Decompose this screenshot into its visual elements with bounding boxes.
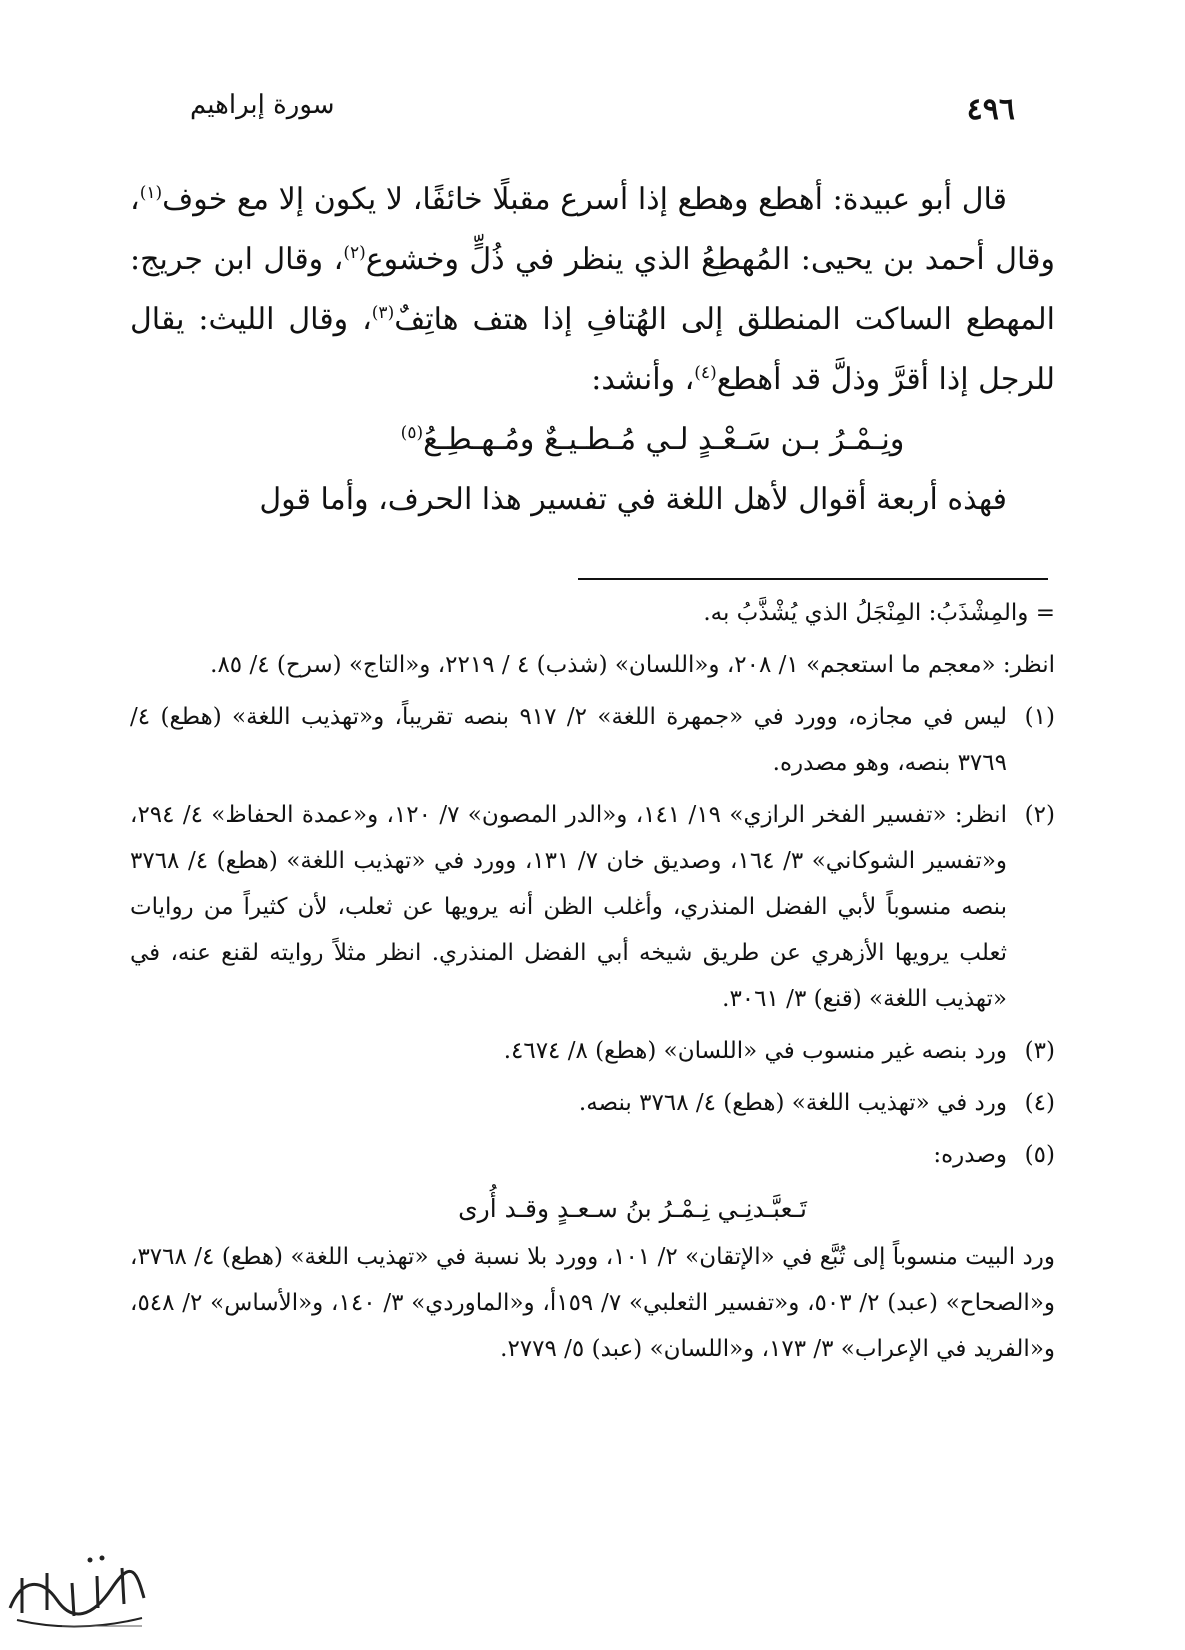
footnote [130,792,1055,1022]
main-paragraph [130,170,1055,410]
footnote [130,1132,1055,1178]
footnote-text: وصدره: [933,1142,1007,1168]
footnote-text: ليس في مجازه، وورد في «جمهرة اللغة» ٢/ ٩١٧ بنصه تقريباً، و«تهذيب اللغة» (هطع) ٤/ ٣٧٦٩ بنصه، وهو مصدره. [130,704,1008,776]
main-paragraph [130,470,1055,530]
footnote-text: = والمِشْذَبُ: المِنْجَلُ الذي يُشْذَّبُ به. [703,600,1055,626]
footnote-ref[interactable]: (٢) [343,243,366,263]
footnote-number: (٤) [1024,1090,1055,1116]
running-head [150,80,1035,130]
footnote-ref[interactable]: (٤) [694,363,717,383]
footnote [130,1028,1055,1074]
footnote [130,1080,1055,1126]
footnote-continuation [130,590,1055,636]
footnote-number: (٥) [1024,1142,1055,1168]
text-run: ، وقال أحمد بن يحيى: المُهطِعُ الذي ينظر في ذُلٍّ وخشوع [130,182,1055,277]
footnote [130,694,1055,786]
poetry-verse [130,410,1055,470]
text-run: قال أبو عبيدة: أهطع وهطع إذا أسرع مقبلًا خائفًا، لا يكون إلا مع خوف [162,182,1007,217]
page-number: ٤٩٦ [966,92,1015,127]
footnote-text: انظر: «معجم ما استعجم» ١/ ٢٠٨، و«اللسان» (شذب) ٤ / ٢٢١٩، و«التاج» (سرح) ٤/ ٨٥. [210,652,1055,678]
text-run: ، وقال الليث: يقال للرجل إذا أقرَّ وذلَّ قد أهطع [130,302,1055,397]
text-run: فهذه أربعة أقوال لأهل اللغة في تفسير هذا الحرف، وأما قول [259,482,1007,517]
verse-text: ونِـمْـرُ بـن سَـعْـدٍ لـي مُـطـيـعٌ ومُـهـطِـعُ [423,422,905,457]
footnote-number: (١) [1024,704,1055,730]
text-run: ، وأنشد: [591,362,695,397]
footnote-continuation [130,642,1055,688]
text-run: ، وقال ابن جريج: المهطع الساكت المنطلق إلى الهُتافِ إذا هتف هاتِفٌ [130,242,1055,337]
chapter-title: سورة إبراهيم [190,90,335,120]
footnote-ref[interactable]: (٥) [400,423,424,443]
footnote-ref[interactable]: (١) [139,183,163,203]
footnote-text: انظر: «تفسير الفخر الرازي» ١٩/ ١٤١، و«الدر المصون» ٧/ ١٢٠، و«عمدة الحفاظ» ٤/ ٢٩٤، و«تفسير الشوكاني» ٣/ ١٦٤، وصديق خان ٧/ ١٣١، وورد في «تهذيب اللغة» (هطع) ٤/ ٣٧٦٨ بنصه منسوباً لأبي الفضل المنذري، وأغلب الظن أنه يرويها عن ثعلب، لأن كثيراً من روايات ثعلب يرويها الأزهري عن طريق شيخه أبي الفضل المنذري. انظر مثلاً روايته لقنع عنه، في «تهذيب اللغة» (قنع) ٣/ ٣٠٦١. [130,802,1008,1012]
footnote-text: ورد البيت منسوباً إلى تُبَّع في «الإتقان» ٢/ ١٠١، وورد بلا نسبة في «تهذيب اللغة» (هطع) ٤/ ٣٧٦٨، و«الصحاح» (عبد) ٢/ ٥٠٣، و«تفسير الثعلبي» ٧/ ١٥٩أ، و«الماوردي» ٣/ ١٤٠، و«الأساس» ٢/ ٥٤٨، و«الفريد في الإعراب» ٣/ ١٧٣، و«اللسان» (عبد) ٥/ ٢٧٧٩. [130,1244,1056,1362]
footnote-ref[interactable]: (٣) [371,303,395,323]
footnote-number: (٣) [1024,1038,1055,1064]
footnote-separator [578,578,1048,580]
footnote-text: ورد في «تهذيب اللغة» (هطع) ٤/ ٣٧٦٨ بنصه. [578,1090,1007,1116]
publisher-logo [2,1538,152,1638]
footnotes [130,590,1055,1372]
footnote-text: ورد بنصه غير منسوب في «اللسان» (هطع) ٨/ ٤٦٧٤. [503,1038,1007,1064]
footnote-number: (٢) [1024,802,1055,828]
footnote-verse: تَـعبَّـدنِـي نِـمْـرُ بنُ سـعـدٍ وقـد أُرى [458,1194,807,1223]
main-text [130,170,1055,530]
